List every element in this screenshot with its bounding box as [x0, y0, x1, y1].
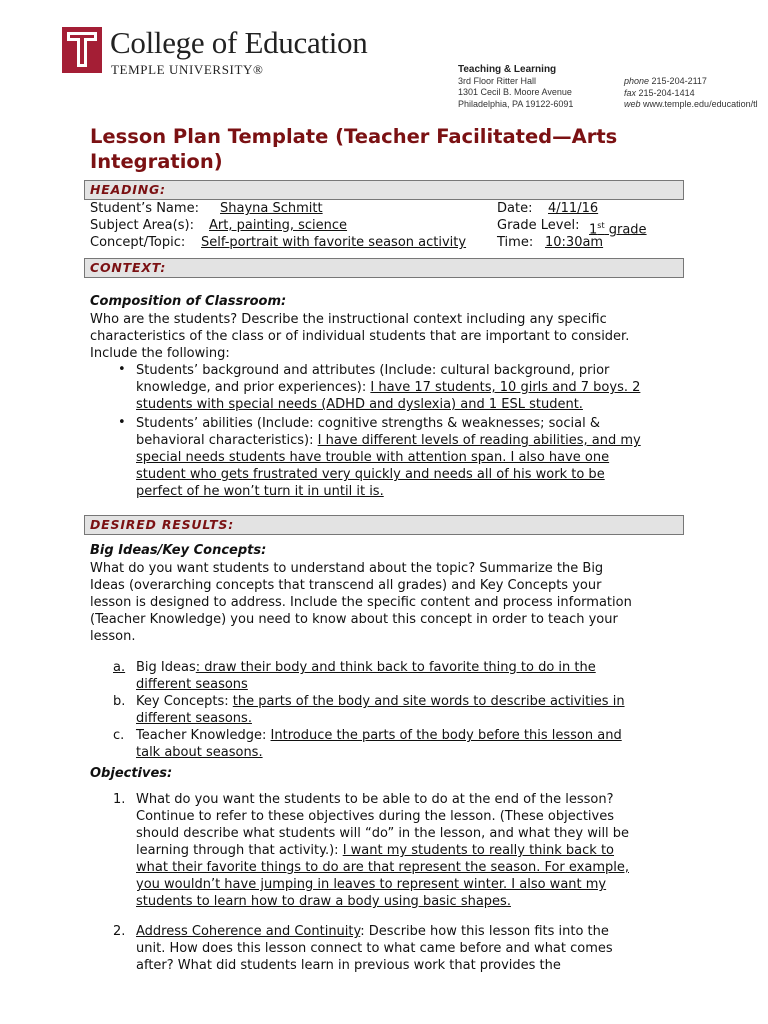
- date-value: 4/11/16: [548, 201, 599, 216]
- item-answer: I want my students to really think back to: [342, 843, 615, 858]
- big-ideas-heading: Big Ideas/Key Concepts:: [90, 543, 267, 558]
- item-answer: different seasons: [136, 677, 248, 692]
- item-answer: Introduce the parts of the body before this lesson and: [270, 728, 622, 743]
- composition-heading: Composition of Classroom:: [90, 294, 287, 309]
- topic-value: Self-portrait with favorite season activity: [201, 235, 467, 250]
- section-label: CONTEXT:: [90, 260, 167, 275]
- item-text: learning through that activity.):: [136, 843, 343, 858]
- title-line: Integration): [90, 150, 223, 173]
- item-text: : Describe how this lesson fits into the: [360, 924, 609, 939]
- item-label: Big Ideas: [136, 660, 196, 675]
- fax-label: fax: [624, 87, 637, 98]
- phone-label: phone: [624, 76, 650, 86]
- bullet-line: [136, 432, 641, 449]
- student-name-value: Shayna Schmitt: [220, 201, 323, 216]
- time-label: Time:: [497, 235, 534, 250]
- grade-number: 1: [589, 222, 598, 238]
- item-answer: students to learn how to draw a body using basic shapes.: [136, 894, 511, 909]
- list-item-line: [136, 727, 622, 744]
- paragraph-line: should describe what students will “do” in the lesson, and what they will be: [136, 826, 630, 841]
- bullet-answer: students with special needs (ADHD and dyslexia) and 1 ESL student.: [136, 397, 583, 412]
- address-line: 3rd Floor Ritter Hall: [458, 75, 537, 86]
- list-marker: a.: [113, 660, 126, 675]
- bullet-line: Students’ abilities (Include: cognitive strengths & weaknesses; social &: [136, 416, 600, 431]
- item-answer: talk about seasons.: [136, 745, 263, 760]
- bullet-answer: special needs students have trouble with attention span. I also have one: [136, 450, 610, 465]
- section-bar-heading: [84, 180, 684, 200]
- address-line: Philadelphia, PA 19122-6091: [458, 98, 574, 109]
- bullet-text: behavioral characteristics):: [136, 433, 318, 448]
- paragraph-line: Ideas (overarching concepts that transcend all grades) and Key Concepts your: [90, 578, 602, 593]
- paragraph-line: after? What did students learn in previous work that provides the: [136, 958, 561, 973]
- item-answer: the parts of the body and site words to describe activities in: [232, 694, 625, 709]
- department-name: Teaching & Learning: [458, 64, 557, 75]
- objectives-heading: Objectives:: [90, 766, 173, 781]
- bullet-answer: perfect of he won’t turn it in until it is.: [136, 484, 384, 499]
- bullet-icon: •: [118, 362, 126, 377]
- item-label: Key Concepts:: [136, 694, 233, 709]
- paragraph-line: What do you want the students to be able to do at the end of the lesson?: [136, 792, 614, 807]
- paragraph-line: What do you want students to understand about the topic? Summarize the Big: [90, 561, 604, 576]
- item-answer: you wouldn’t have jumping in leaves to represent winter. I also want my: [136, 877, 607, 892]
- paragraph-line: Who are the students? Describe the instructional context including any specific: [90, 312, 607, 327]
- item-answer: : draw their body and think back to favorite thing to do in the: [195, 660, 596, 675]
- bullet-icon: •: [118, 415, 126, 430]
- temple-logo: [62, 27, 102, 73]
- bullet-line: Students’ background and attributes (Include: cultural background, prior: [136, 363, 610, 378]
- time-value: 10:30am: [545, 235, 604, 250]
- paragraph-line: lesson is designed to address. Include the specific content and process information: [90, 595, 632, 610]
- title-line: Lesson Plan Template (Teacher Facilitated—Arts: [90, 125, 618, 148]
- list-marker: 1.: [113, 792, 126, 807]
- date-label: Date:: [497, 201, 533, 216]
- bullet-answer: I have 17 students, 10 girls and 7 boys. 2: [370, 380, 641, 395]
- bullet-text: knowledge, and prior experiences):: [136, 380, 371, 395]
- item-answer: what their favorite things to do are that represent the season. For example,: [136, 860, 629, 875]
- student-name-label: Student’s Name:: [90, 201, 199, 216]
- paragraph-line: [136, 923, 609, 940]
- item-answer: different seasons.: [136, 711, 252, 726]
- bullet-line: [136, 379, 640, 396]
- item-label: Teacher Knowledge:: [136, 728, 271, 743]
- address-line: 1301 Cecil B. Moore Avenue: [458, 87, 572, 97]
- bullet-answer: I have different levels of reading abilities, and my: [317, 433, 641, 448]
- item-label: Address Coherence and Continuity: [136, 924, 361, 939]
- paragraph-line: Include the following:: [90, 346, 230, 361]
- university-name: TEMPLE UNIVERSITY®: [111, 62, 264, 77]
- contact-info: [624, 76, 758, 111]
- list-item-line: [136, 693, 625, 710]
- list-marker: c.: [113, 728, 125, 743]
- list-item-line: [136, 659, 596, 676]
- topic-label: Concept/Topic:: [90, 235, 186, 250]
- bullet-answer: student who gets frustrated very quickly and needs all of his work to be: [136, 467, 605, 482]
- fax-number: 215-204-1414: [638, 87, 695, 98]
- web-url: www.temple.edu/education/tl: [643, 99, 758, 109]
- temple-t-icon: [62, 27, 102, 73]
- web-label: web: [624, 99, 641, 109]
- list-marker: b.: [113, 694, 126, 709]
- section-bar-desired-results: [84, 515, 684, 535]
- list-marker: 2.: [113, 924, 126, 939]
- phone-number: 215-204-2117: [651, 76, 707, 86]
- college-name: College of Education: [110, 25, 368, 60]
- paragraph-line: unit. How does this lesson connect to what came before and what comes: [136, 941, 613, 956]
- section-label: DESIRED RESULTS:: [90, 517, 235, 532]
- grade-label: Grade Level:: [497, 218, 580, 233]
- grade-suffix: st: [597, 221, 605, 230]
- section-bar-context: [84, 258, 684, 278]
- paragraph-line: [136, 842, 614, 859]
- paragraph-line: lesson.: [90, 629, 136, 644]
- section-label: HEADING:: [90, 182, 166, 197]
- paragraph-line: (Teacher Knowledge) you need to know about this concept in order to teach your: [90, 612, 618, 627]
- paragraph-line: characteristics of the class or of individual students that are important to consider.: [90, 329, 630, 344]
- subject-label: Subject Area(s):: [90, 218, 194, 233]
- grade-text: grade: [604, 222, 647, 238]
- document-title: [90, 124, 710, 174]
- department-address: [458, 64, 573, 110]
- subject-value: Art, painting, science: [209, 218, 348, 233]
- paragraph-line: Continue to refer to these objectives during the lesson. (These objectives: [136, 809, 615, 824]
